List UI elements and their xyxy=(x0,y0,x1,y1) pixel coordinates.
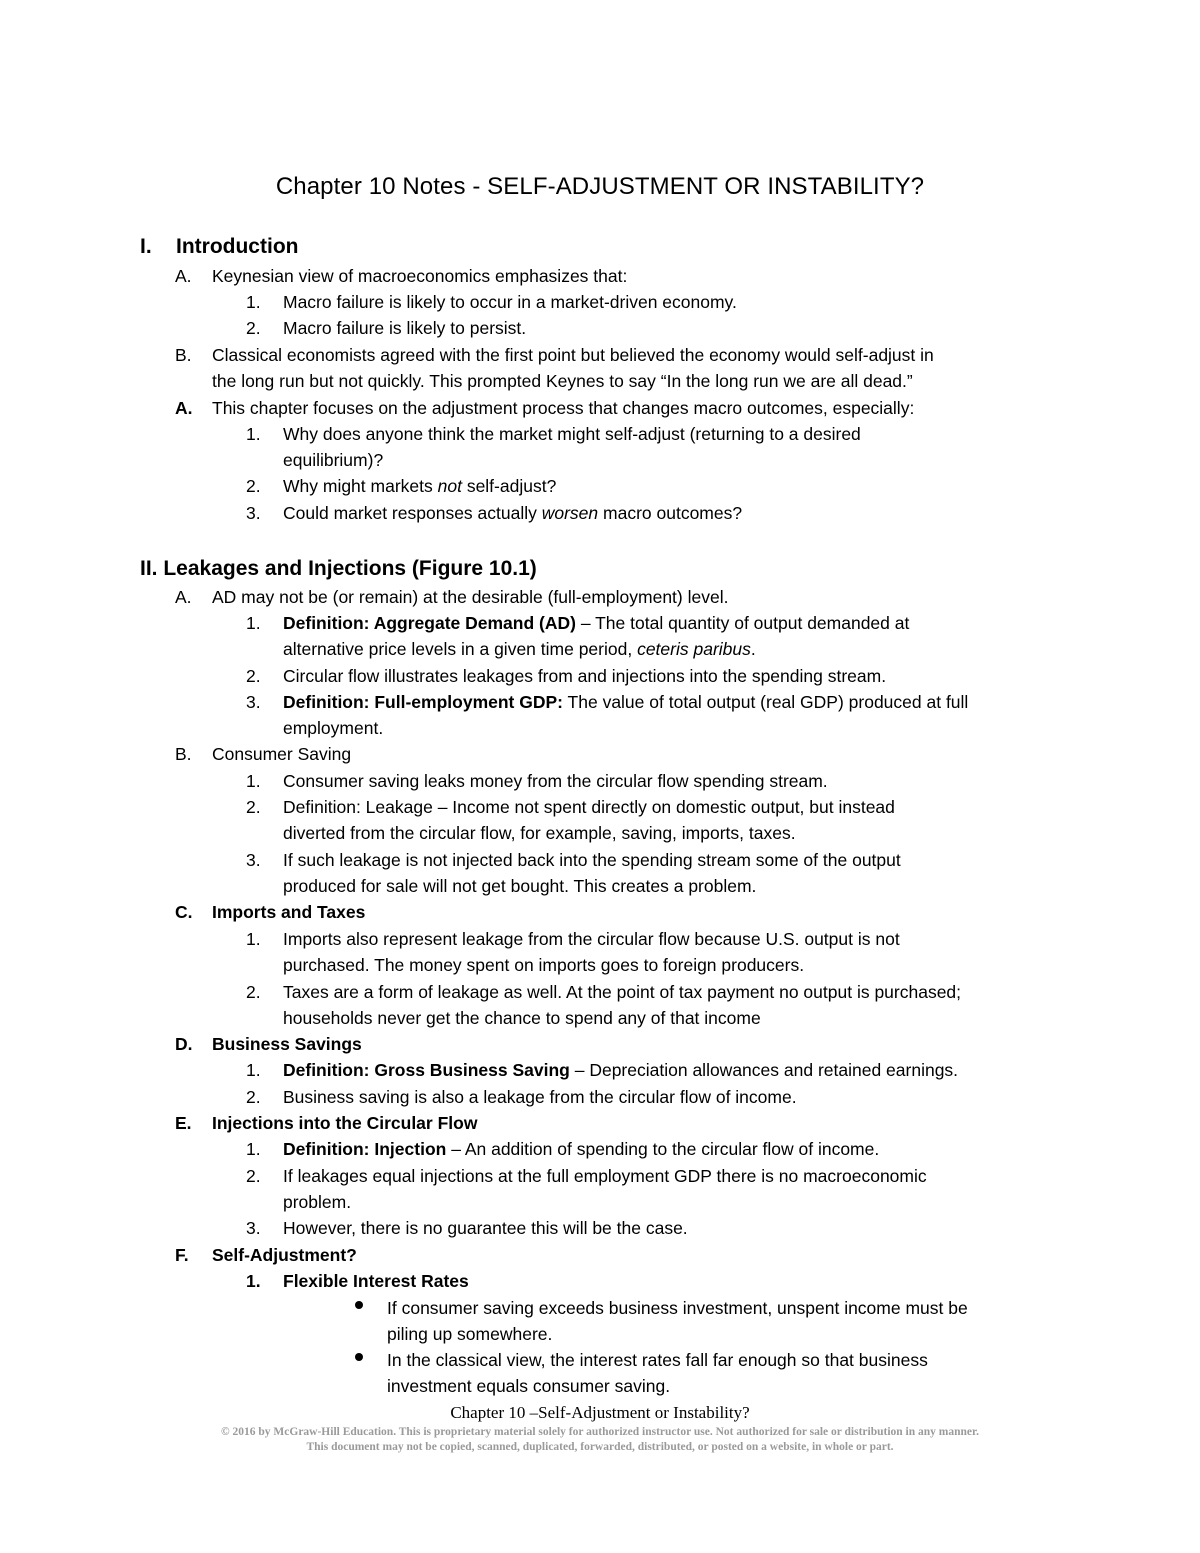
section-heading-leakages xyxy=(140,555,537,583)
bullet-icon xyxy=(355,1301,363,1309)
section-title: II. Leakages and Injections (Figure 10.1) xyxy=(140,557,537,580)
document-page: Chapter 10 Notes - SELF-ADJUSTMENT OR INSTABILITY? I. Introduction A. Keynesian view of macroeconomics emphasizes that: 1. Macro failure is likely to occur in a market-driven economy. 2. Macro failure is likely to persist. B. Classical economists agreed with the first point but believed the economy would self-adjust in the long run but not quickly. This prompted Keynes to say “In the long run we are all dead.” A. This chapter focuses on the adjustment process that changes macro outcomes, especially: 1. Why does anyone think the market might self-adjust (returning to a desired equilibrium)? 2. Why might markets not self-adjust? 3. Could market responses actually worsen macro outcomes? II. Leakages and Injections (Figure 10.1) A. AD may not be (or remain) at the desirable (full-employment) level. 1. Definition: Aggregate Demand (AD) – The total quantity of output demanded at alternative price levels in a given time period, ceteris paribus. 2. Circular flow illustrates leakages from and injections into the spending stream. 3. Definition: Full-employment GDP: The value of total output (real GDP) produced at full employment. B. Consumer Saving 1. Consumer saving leaks money from the circular flow spending stream. 2. Definition: Leakage – Income not spent directly on domestic output, but instead diverted from the circular flow, for example, saving, imports, taxes. 3. If such leakage is not injected back into the spending stream some of the output produced for sale will not get bought. This creates a problem. C. Imports and Taxes 1. Imports also represent leakage from the circular flow because U.S. output is not purchased. The money spent on imports goes to foreign producers. 2. Taxes are a form of leakage as well. At the point of tax payment no output is purchased; households never get the chance to spend any of that income D. Business Savings 1. Definition: Gross Business Saving – Depreciation allowances and retained earnings. 2. Business saving is also a leakage from the circular flow of income. E. Injections into the Circular Flow 1. Definition: Injection – An addition of spending to the circular flow of income. 2. If leakages equal injections at the full employment GDP there is no macroeconomic problem. 3. However, there is no guarantee this will be the case. F. Self-Adjustment? 1. Flexible Interest Rates If consumer saving exceeds business investment, unspent income must be piling up somewhere. In the classical view, the interest rates fall far enough so that business investment equals consumer saving. Chapter 10 –Self-Adjustment or Instability? © 2016 by McGraw-Hill Education. This is proprietary material solely for authorized instructor use. Not authorized for sale or distribution in any manner. This document may not be copied, scanned, duplicated, forwarded, distributed, or posted on a website, in whole or part. xyxy=(0,0,1200,1553)
page-title: Chapter 10 Notes - SELF-ADJUSTMENT OR INSTABILITY? xyxy=(275,173,925,200)
bullet-icon xyxy=(355,1353,363,1361)
copyright-notice-2: This document may not be copied, scanned, duplicated, forwarded, distributed, or posted on a website, in whole or part. xyxy=(306,1441,894,1453)
running-footer-title: Chapter 10 –Self-Adjustment or Instability? xyxy=(450,1403,750,1422)
copyright-notice: © 2016 by McGraw-Hill Education. This is proprietary material solely for authorized instructor use. Not authorized for sale or distribution in any manner. xyxy=(221,1426,979,1438)
section-number: I. xyxy=(140,235,152,258)
section-title: Introduction xyxy=(176,235,299,258)
